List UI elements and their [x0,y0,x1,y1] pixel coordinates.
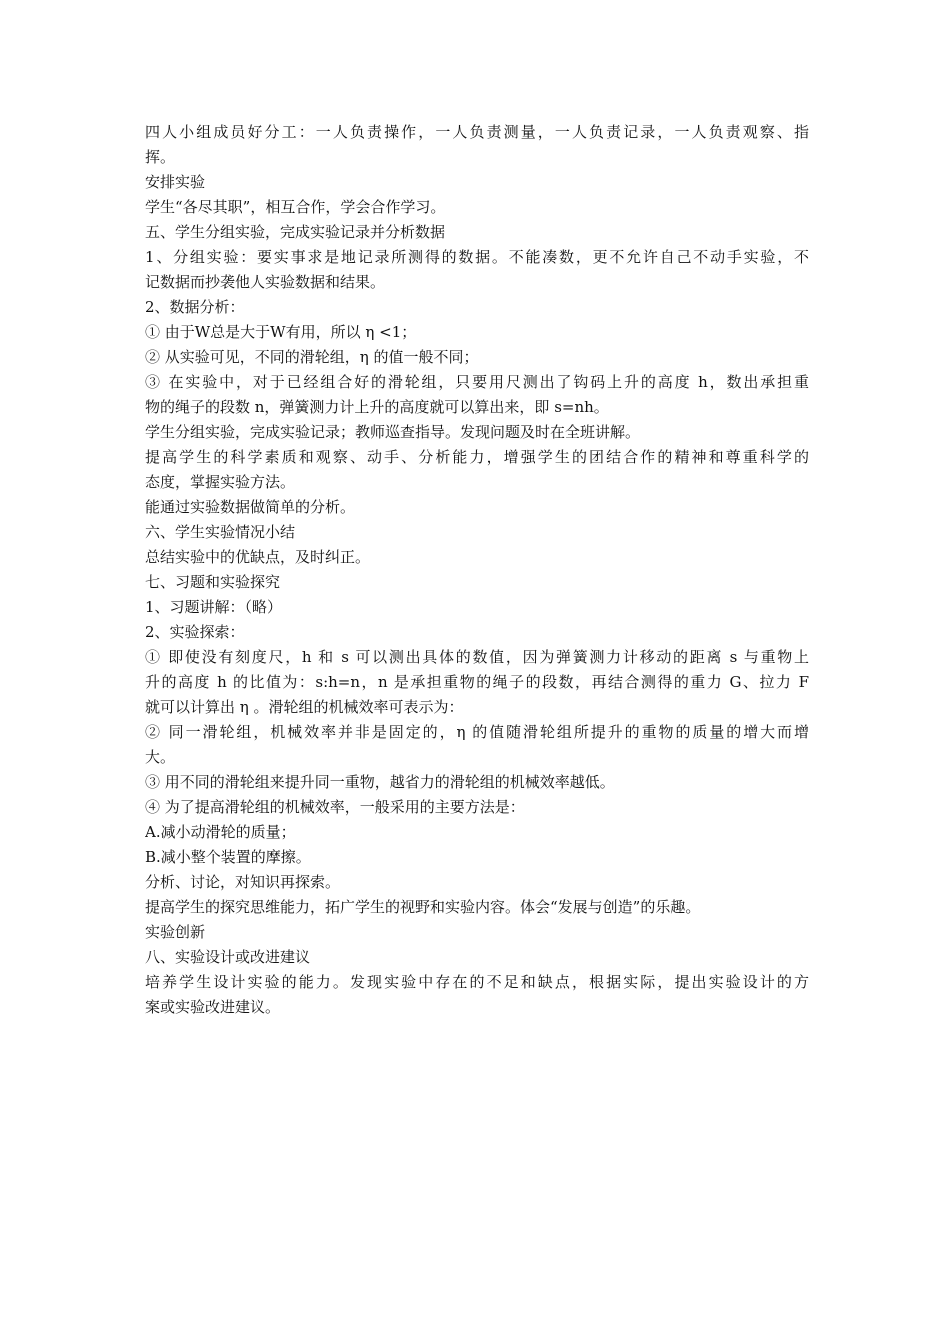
text-line: ③ 在实验中，对于已经组合好的滑轮组，只要用尺测出了钩码上升的高度 h，数出承担重 [145,373,809,391]
text-line: 培养学生设计实验的能力。发现实验中存在的不足和缺点，根据实际，提出实验设计的方 [145,973,809,991]
text-line: ② 同一滑轮组，机械效率并非是固定的，η 的值随滑轮组所提升的重物的质量的增大而增 [145,723,809,741]
text-line: 学生分组实验，完成实验记录；教师巡查指导。发现问题及时在全班讲解。 [145,423,641,441]
text-line: 总结实验中的优缺点，及时纠正。 [145,548,371,566]
text-line: 提高学生的科学素质和观察、动手、分析能力，增强学生的团结合作的精神和尊重科学的 [145,448,809,466]
text-line: 1、分组实验：要实事求是地记录所测得的数据。不能凑数，更不允许自己不动手实验，不 [145,248,809,266]
text-line: 能通过实验数据做简单的分析。 [145,498,356,516]
text-line: 实验创新 [145,923,206,941]
text-line: 七、习题和实验探究 [145,573,281,591]
text-line: 六、学生实验情况小结 [145,523,296,541]
text-line: 大。 [145,748,176,766]
text-line: ② 从实验可见，不同的滑轮组，η 的值一般不同； [145,348,479,366]
text-line: 升的高度 h 的比值为：s:h=n，n 是承担重物的绳子的段数，再结合测得的重力 G、拉力 F [145,673,809,691]
text-line: 分析、讨论，对知识再探索。 [145,873,341,891]
text-line: ③ 用不同的滑轮组来提升同一重物，越省力的滑轮组的机械效率越低。 [145,773,615,791]
text-line: 1、习题讲解：（略） [145,598,283,616]
text-line: 挥。 [145,148,176,166]
text-line: 安排实验 [145,173,206,191]
text-line: 四人小组成员好分工：一人负责操作，一人负责测量，一人负责记录，一人负责观察、指 [145,123,809,141]
text-line: 案或实验改进建议。 [145,998,281,1016]
text-line: ① 由于W总是大于W有用，所以 η <1； [145,323,417,341]
text-line: 学生“各尽其职”，相互合作，学会合作学习。 [145,198,446,216]
text-line: ④ 为了提高滑轮组的机械效率，一般采用的主要方法是： [145,798,525,816]
text-line: 2、实验探索： [145,623,245,641]
text-line: 物的绳子的段数 n，弹簧测力计上升的高度就可以算出来，即 s=nh。 [145,398,609,416]
text-line: B.减小整个装置的摩擦。 [145,848,311,866]
text-line: 五、学生分组实验，完成实验记录并分析数据 [145,223,446,241]
text-line: A.减小动滑轮的质量； [145,823,296,841]
text-line: 就可以计算出 η 。滑轮组的机械效率可表示为： [145,698,464,716]
text-line: 记数据而抄袭他人实验数据和结果。 [145,273,386,291]
document-body [145,120,809,1020]
text-line: 态度，掌握实验方法。 [145,473,296,491]
text-line: ① 即使没有刻度尺，h 和 s 可以测出具体的数值，因为弹簧测力计移动的距离 s 与重物上 [145,648,809,666]
text-line: 2、数据分析： [145,298,245,316]
text-line: 八、实验设计或改进建议 [145,948,311,966]
text-line: 提高学生的探究思维能力，拓广学生的视野和实验内容。体会“发展与创造”的乐趣。 [145,898,701,916]
